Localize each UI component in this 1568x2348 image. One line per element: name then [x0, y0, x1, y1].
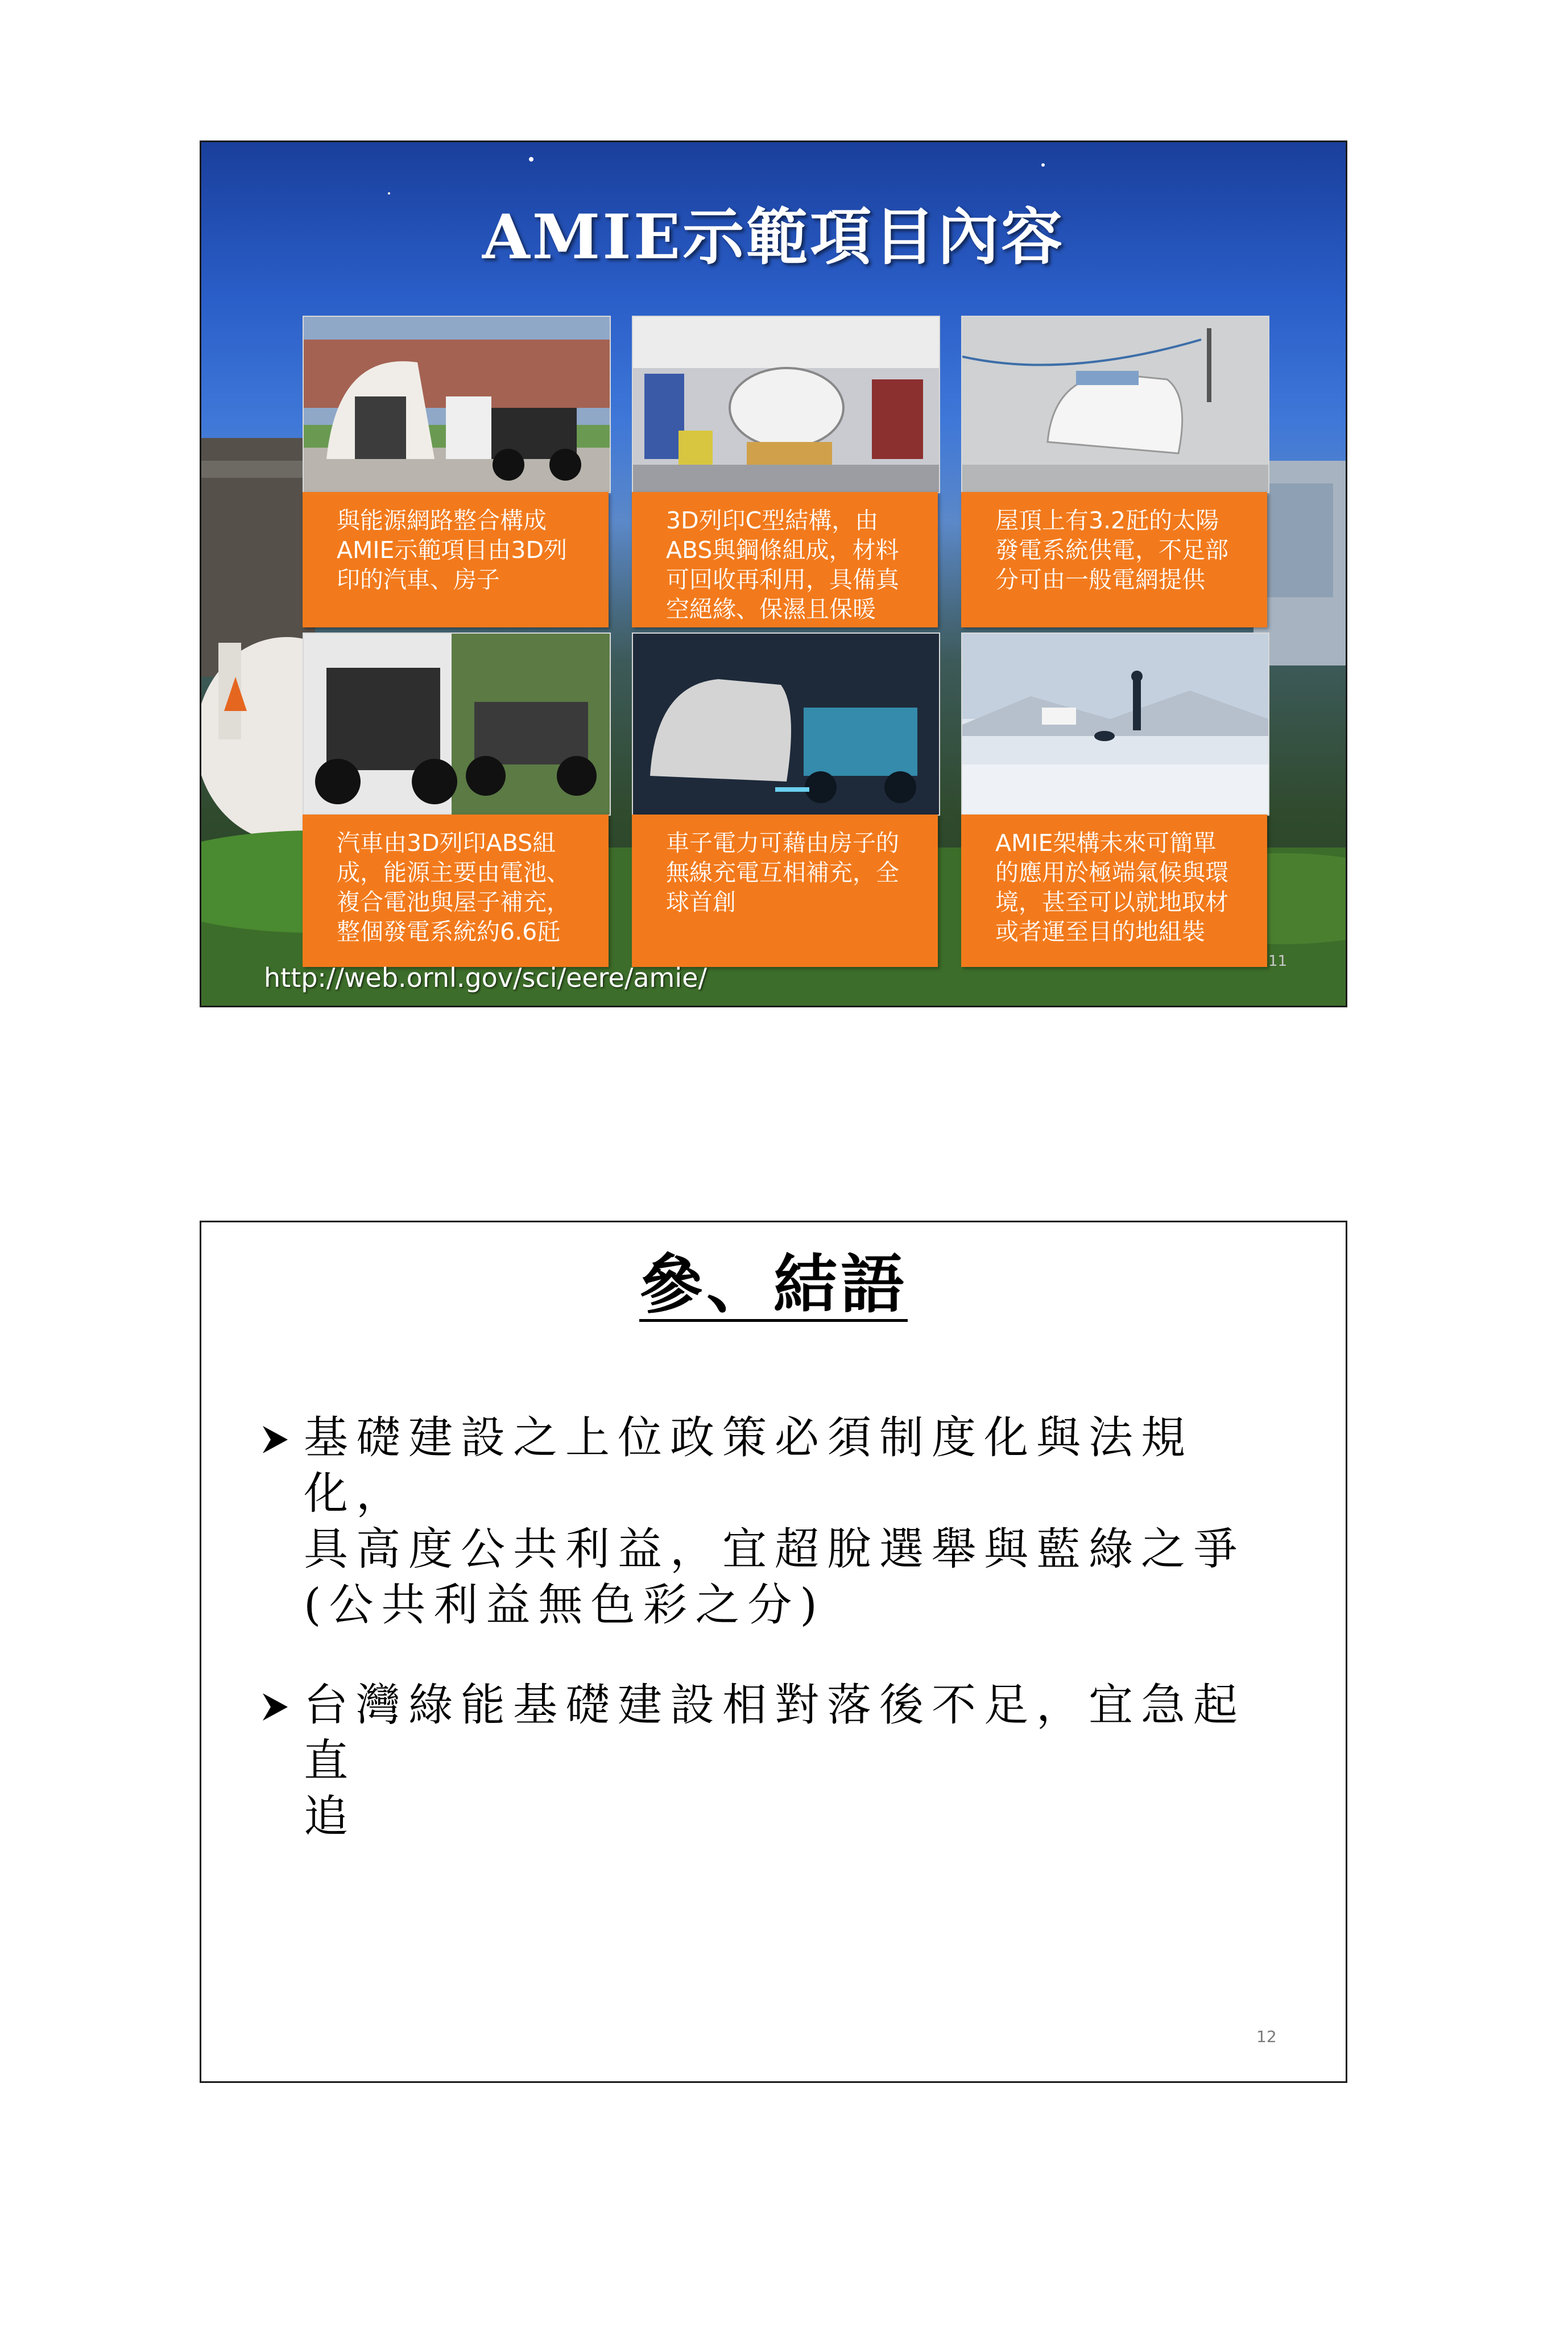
info-panel-energy-network: 與能源網路整合構成 AMIE示範項目由3D列 印的汽車、房子: [303, 492, 609, 627]
source-url: http://web.ornl.gov/sci/eere/amie/: [264, 962, 707, 993]
photo-amie-house-vehicle: [303, 316, 611, 493]
photo-wireless-charging-rendering: [632, 633, 940, 816]
info-panel-wireless-charging: 車子電力可藉由房子的 無線充電互相補充，全 球首創: [632, 815, 938, 967]
slide-page-number: 12: [1256, 2027, 1277, 2046]
photo-3d-printing-workshop: [632, 316, 940, 493]
arrow-bullet-icon: [258, 1423, 292, 1457]
bullet-green-energy-lagging: 台灣綠能基礎建設相對落後不足，宜急起直 追: [258, 1677, 1282, 1845]
slide-page-number: 11: [1268, 953, 1288, 970]
slide-conclusion: [200, 1221, 1347, 2083]
slide-amie-projects: [200, 140, 1347, 1007]
photo-vehicle-chassis: [303, 633, 611, 816]
arrow-bullet-icon: [258, 1690, 292, 1724]
photo-solar-roof-rendering: [961, 316, 1269, 493]
slide-title-text: 參、結語: [639, 1247, 908, 1322]
bullet-policy-institutionalization: 基礎建設之上位政策必須制度化與法規化， 具高度公共利益，宜超脫選舉與藍綠之爭 (公共利益無色彩之分): [258, 1410, 1282, 1633]
slide-title: AMIE示範項目內容: [482, 201, 1065, 273]
info-panel-c-structure: 3D列印C型結構，由 ABS與鋼條組成，材料 可回收再利用，具備真 空絕緣、保濕且保暖: [632, 492, 938, 627]
photo-arctic-deployment: [961, 633, 1269, 816]
info-panel-vehicle-abs: 汽車由3D列印ABS組 成，能源主要由電池、 複合電池與屋子補充， 整個發電系統約6.6瓩: [303, 815, 609, 967]
slide-title: [201, 1234, 1346, 1325]
info-panel-future-application: AMIE架構未來可簡單 的應用於極端氣候與環 境，甚至可以就地取材 或者運至目的地組裝: [961, 815, 1267, 967]
info-panel-solar-roof: 屋頂上有3.2瓩的太陽 發電系統供電，不足部 分可由一般電網提供: [961, 492, 1267, 627]
